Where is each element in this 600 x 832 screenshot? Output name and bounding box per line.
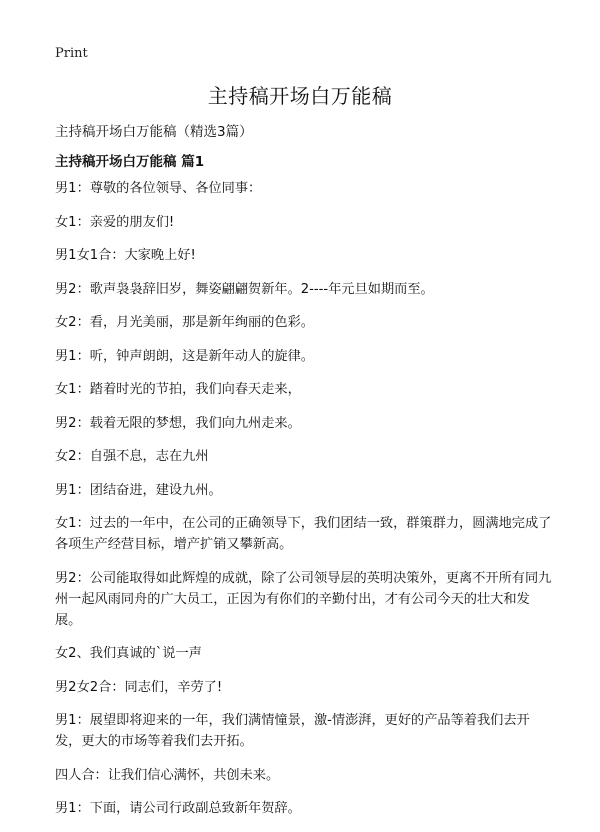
script-line: 男1：下面，请公司行政副总致新年贺辞。	[55, 801, 301, 816]
script-line: 男1：团结奋进，建设九州。	[55, 482, 222, 498]
script-line: 女2：看，月光美丽，那是新年绚丽的色彩。	[55, 315, 314, 330]
script-line: 男2女2合：同志们，辛劳了!	[55, 679, 223, 695]
document-subtitle: 主持稿开场白万能稿（精选3篇）	[55, 124, 253, 140]
script-line: 女2、我们真诚的`说一声	[55, 646, 202, 661]
script-line: 女2：自强不息，志在九州	[55, 449, 209, 464]
script-line: 女1：亲爱的朋友们!	[55, 214, 175, 230]
script-line: 四人合：让我们信心满怀，共创未来。	[55, 767, 280, 783]
document-title: 主持稿开场白万能稿	[207, 84, 393, 108]
script-line: 女1：踏着时光的节拍，我们向春天走来，	[55, 382, 301, 397]
script-line: 男1：听，钟声朗朗，这是新年动人的旋律。	[55, 348, 314, 364]
script-line: 男1女1合：大家晚上好!	[55, 248, 196, 263]
script-line: 男1：尊敬的各位领导、各位同事：	[55, 181, 262, 196]
section-heading: 主持稿开场白万能稿 篇1	[55, 154, 205, 170]
script-lines	[55, 178, 555, 832]
script-line: 女1：过去的一年中，在公司的正确领导下，我们团结一致，群策群力，圆满地完成了各项生产经营目标，增产扩销又攀新高。	[55, 516, 552, 552]
print-label[interactable]: Print	[55, 46, 88, 61]
script-line: 男2：歌声袅袅辞旧岁，舞姿翩翩贺新年。2----年元旦如期而至。	[55, 281, 434, 297]
script-line: 男2：公司能取得如此辉煌的成就，除了公司领导层的英明决策外，更离不开所有同九州一起风雨同舟的广大员工，正因为有你们的辛勤付出，才有公司今天的壮大和发展。	[55, 570, 552, 628]
script-line: 男2：载着无限的梦想，我们向九州走来。	[55, 415, 301, 431]
script-line: 男1：展望即将迎来的一年，我们满情憧景，激-情澎湃，更好的产品等着我们去开发，更大的市场等着我们去开拓。	[55, 713, 530, 749]
